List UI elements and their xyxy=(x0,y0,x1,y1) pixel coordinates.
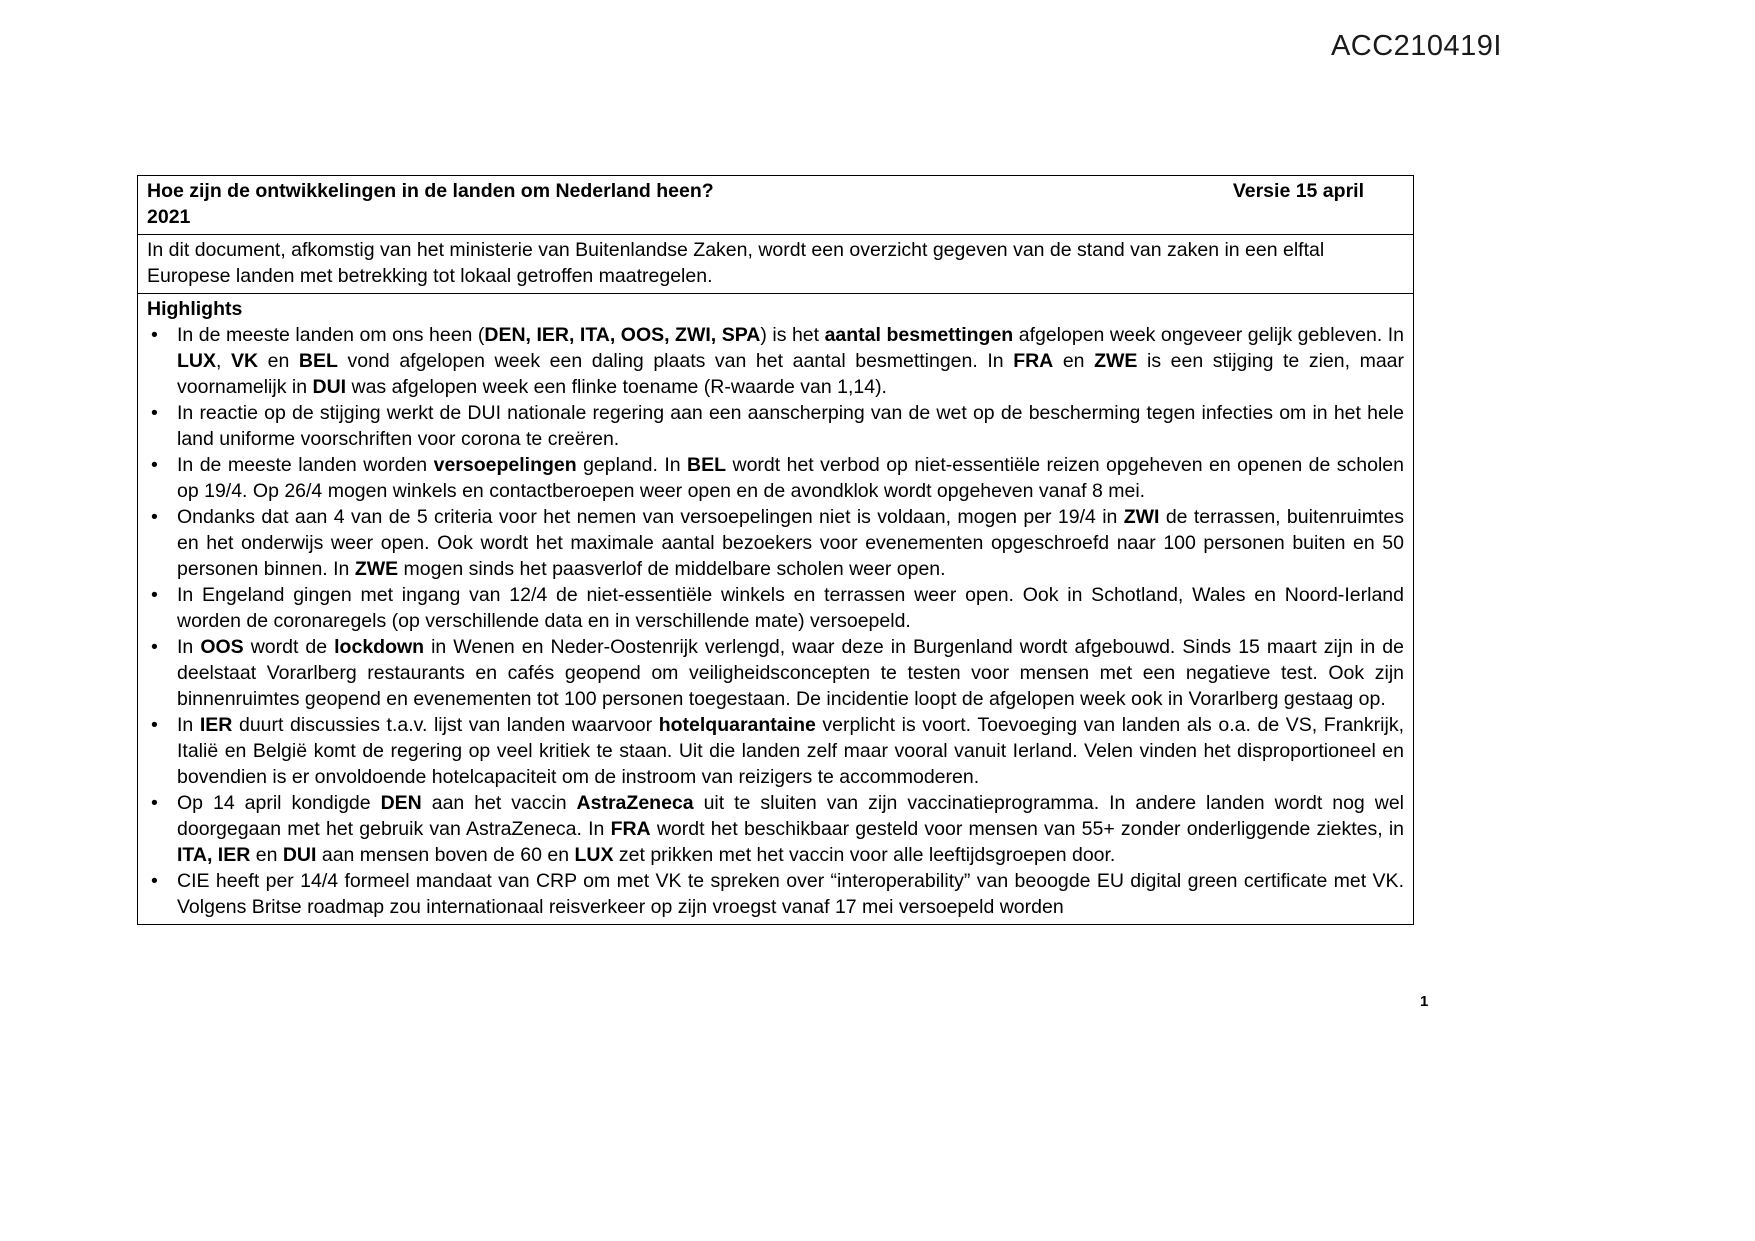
highlight-bullet xyxy=(147,634,1404,712)
text: en xyxy=(1053,350,1095,372)
text: In xyxy=(177,636,201,658)
text: Op 14 april kondigde xyxy=(177,792,381,814)
bold-text: DUI xyxy=(312,376,347,398)
text: CIE heeft per 14/4 formeel mandaat van CRP om met VK te spreken over “interoperability” van beoogde EU digital green certificate met VK. Volgens Britse roadmap zou internationaal reisverkeer op zijn vroegst vanaf 17 mei versoepeld worden xyxy=(177,870,1404,918)
bold-text: FRA xyxy=(1013,350,1054,372)
country-overview-table xyxy=(137,175,1414,925)
highlight-bullet xyxy=(147,712,1404,790)
text: is een stijging te zien, maar voornamelijk in xyxy=(177,350,1404,398)
text: vond afgelopen week een daling plaats van het aantal besmettingen. In xyxy=(337,350,1014,372)
bold-text: VK xyxy=(230,350,259,372)
highlight-bullet xyxy=(147,400,1404,452)
document-reference: ACC210419I xyxy=(1330,30,1502,62)
text: mogen sinds het paasverlof de middelbare scholen weer open. xyxy=(398,558,946,580)
text: en xyxy=(258,350,299,372)
bold-text: ZWE xyxy=(354,558,399,580)
bold-text: OOS xyxy=(200,636,244,658)
bold-text: LUX xyxy=(177,350,216,372)
text: en xyxy=(250,844,283,866)
highlights-heading: Highlights xyxy=(147,298,243,320)
table-intro-row xyxy=(138,235,1414,294)
text: , xyxy=(216,350,231,372)
bold-text: BEL xyxy=(687,454,727,476)
text: In reactie op de stijging werkt de DUI nationale regering aan een aanscherping van de wet op de bescherming tegen infecties om in het hele land uniforme voorschriften voor corona te creëren. xyxy=(177,402,1404,450)
text: Ondanks dat aan 4 van de 5 criteria voor het nemen van versoepelingen niet is voldaan, mogen per 19/4 in xyxy=(177,506,1124,528)
version-label: Versie 15 april xyxy=(1232,180,1364,202)
version-year: 2021 xyxy=(147,206,191,228)
text: afgelopen week ongeveer gelijk gebleven. In xyxy=(1013,324,1405,346)
text: aan het vaccin xyxy=(421,792,577,814)
bold-text: IER xyxy=(199,714,233,736)
text: zet prikken met het vaccin voor alle leeftijdsgroepen door. xyxy=(613,844,1116,866)
bold-text: DEN, IER, ITA, OOS, ZWI, SPA xyxy=(484,324,761,346)
bold-text: versoepelingen xyxy=(433,454,577,476)
text: verplicht is voort. Toevoeging van landen als o.a. de VS, Frankrijk, Italië en België komt de regering op veel kritiek te staan. Uit die landen zelf maar vooral vanuit Ierland. Velen vinden het disproportioneel en bovendien is er onvoldoende hotelcapaciteit om de instroom van reizigers te accommoderen. xyxy=(177,714,1404,788)
text: uit te sluiten van zijn vaccinatieprogramma. In andere landen wordt nog wel doorgegaan met het gebruik van AstraZeneca. In xyxy=(177,792,1404,840)
intro-text: In dit document, afkomstig van het ministerie van Buitenlandse Zaken, wordt een overzicht gegeven van de stand van zaken in een elftal Europese landen met betrekking tot lokaal getroffen maatregelen. xyxy=(147,239,1325,287)
text: In de meeste landen worden xyxy=(177,454,434,476)
title-line xyxy=(147,178,1404,204)
bold-text: BEL xyxy=(298,350,338,372)
text: in Wenen en Neder-Oostenrijk verlengd, waar deze in Burgenland wordt afgebouwd. Sinds 15 maart zijn in de deelstaat Vorarlberg restaurants en cafés geopend om veiligheidsconcepten te testen voor mensen met een negatieve test. Ook zijn binnenruimtes geopend en evenementen tot 100 personen toegestaan. De incidentie loopt de afgelopen week ook in Vorarlberg gestaag op. xyxy=(177,636,1404,710)
text: was afgelopen week een flinke toename (R-waarde van 1,14). xyxy=(346,376,887,398)
bold-text: lockdown xyxy=(334,636,425,658)
text: ) is het xyxy=(760,324,825,346)
bold-text: FRA xyxy=(610,818,651,840)
table-highlights-row xyxy=(138,294,1414,925)
bold-text: LUX xyxy=(574,844,614,866)
table-title: Hoe zijn de ontwikkelingen in de landen om Nederland heen? xyxy=(147,180,714,202)
page-number: 1 xyxy=(1420,993,1429,1010)
intro-cell xyxy=(138,235,1414,294)
bold-text: DUI xyxy=(282,844,317,866)
highlight-bullet xyxy=(147,504,1404,582)
text: wordt de xyxy=(243,636,335,658)
text: de terrassen, buitenruimtes en het onderwijs weer open. Ook wordt het maximale aantal bezoekers voor evenementen opgeschroefd naar 100 personen buiten en 50 personen binnen. In xyxy=(177,506,1404,580)
highlights-cell xyxy=(138,294,1414,925)
bold-text: ZWI xyxy=(1123,506,1160,528)
highlight-bullet xyxy=(147,868,1404,920)
text: duurt discussies t.a.v. lijst van landen waarvoor xyxy=(232,714,659,736)
table-header-cell xyxy=(138,176,1414,235)
text: gepland. In xyxy=(576,454,688,476)
highlight-bullet xyxy=(147,452,1404,504)
bold-text: ZWE xyxy=(1094,350,1138,372)
highlight-bullet xyxy=(147,582,1404,634)
text: wordt het beschikbaar gesteld voor mensen van 55+ zonder onderliggende ziektes, in xyxy=(650,818,1404,840)
text: wordt het verbod op niet-essentiële reizen opgeheven en openen de scholen op 19/4. Op 26/4 mogen winkels en contactberoepen weer open en de avondklok wordt opgeheven vanaf 8 mei. xyxy=(177,454,1404,502)
text: In de meeste landen om ons heen ( xyxy=(177,324,485,346)
highlights-list xyxy=(147,322,1404,920)
text: In Engeland gingen met ingang van 12/4 de niet-essentiële winkels en terrassen weer open. Ook in Schotland, Wales en Noord-Ierland worden de coronaregels (op verschillende data en in verschillende mate) versoepeld. xyxy=(177,584,1404,632)
bold-text: ITA, IER xyxy=(177,844,251,866)
highlight-bullet xyxy=(147,790,1404,868)
highlight-bullet xyxy=(147,322,1404,400)
bold-text: hotelquarantaine xyxy=(658,714,816,736)
bold-text: AstraZeneca xyxy=(576,792,694,814)
bold-text: DEN xyxy=(380,792,422,814)
text: In xyxy=(177,714,200,736)
text: aan mensen boven de 60 en xyxy=(316,844,575,866)
table-header-row xyxy=(138,176,1414,235)
bold-text: aantal besmettingen xyxy=(824,324,1014,346)
